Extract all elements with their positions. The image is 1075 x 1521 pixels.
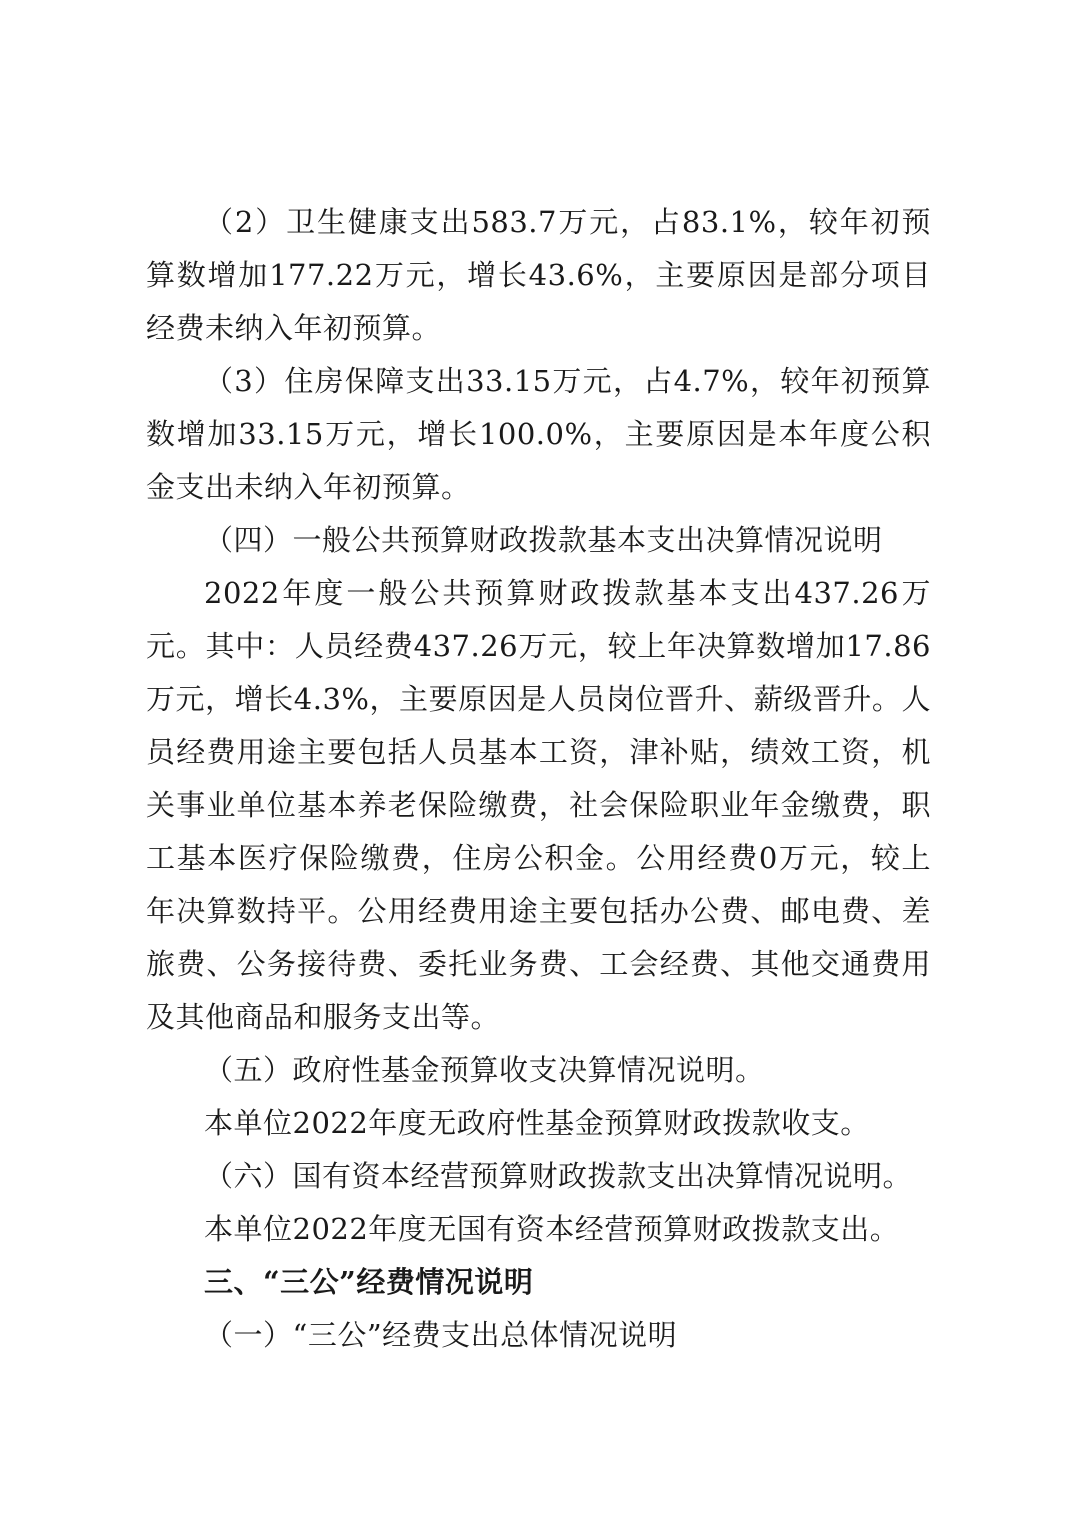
paragraph-state-capital: 本单位2022年度无国有资本经营预算财政拨款支出。 [204,1212,900,1246]
paragraph-basic-expenditure: 2022年度一般公共预算财政拨款基本支出437.26万元。其中：人员经费437.26万元，较上年决算数增加17.86万元，增长4.3%，主要原因是人员岗位晋升、薪级晋升。人员经费用途主要包括人员基本工资，津补贴，绩效工资，机关事业单位基本养老保险缴费，社会保险职业年金缴费，职工基本医疗保险缴费，住房公积金。公用经费0万元，较上年决算数持平。公用经费用途主要包括办公费、邮电费、差旅费、公务接待费、委托业务费、工会经费、其他交通费用及其他商品和服务支出等。 [146,576,931,1034]
subsection-heading-three-public-overall: （一）“三公”经费支出总体情况说明 [204,1318,678,1352]
paragraph-housing-expenditure: （3）住房保障支出33.15万元，占4.7%，较年初预算数增加33.15万元，增长100.0%，主要原因是本年度公积金支出未纳入年初预算。 [146,364,931,504]
paragraph-health-expenditure: （2）卫生健康支出583.7万元，占83.1%，较年初预算数增加177.22万元，增长43.6%，主要原因是部分项目经费未纳入年初预算。 [146,205,931,345]
section-heading-basic-expenditure: （四）一般公共预算财政拨款基本支出决算情况说明 [204,523,883,557]
paragraph-government-fund: 本单位2022年度无政府性基金预算财政拨款收支。 [204,1106,870,1140]
section-heading-state-capital: （六）国有资本经营预算财政拨款支出决算情况说明。 [204,1159,913,1193]
document-body [146,196,931,1362]
section-heading-three-public: 三、“三公”经费情况说明 [204,1265,534,1299]
section-heading-government-fund: （五）政府性基金预算收支决算情况说明。 [204,1053,765,1087]
